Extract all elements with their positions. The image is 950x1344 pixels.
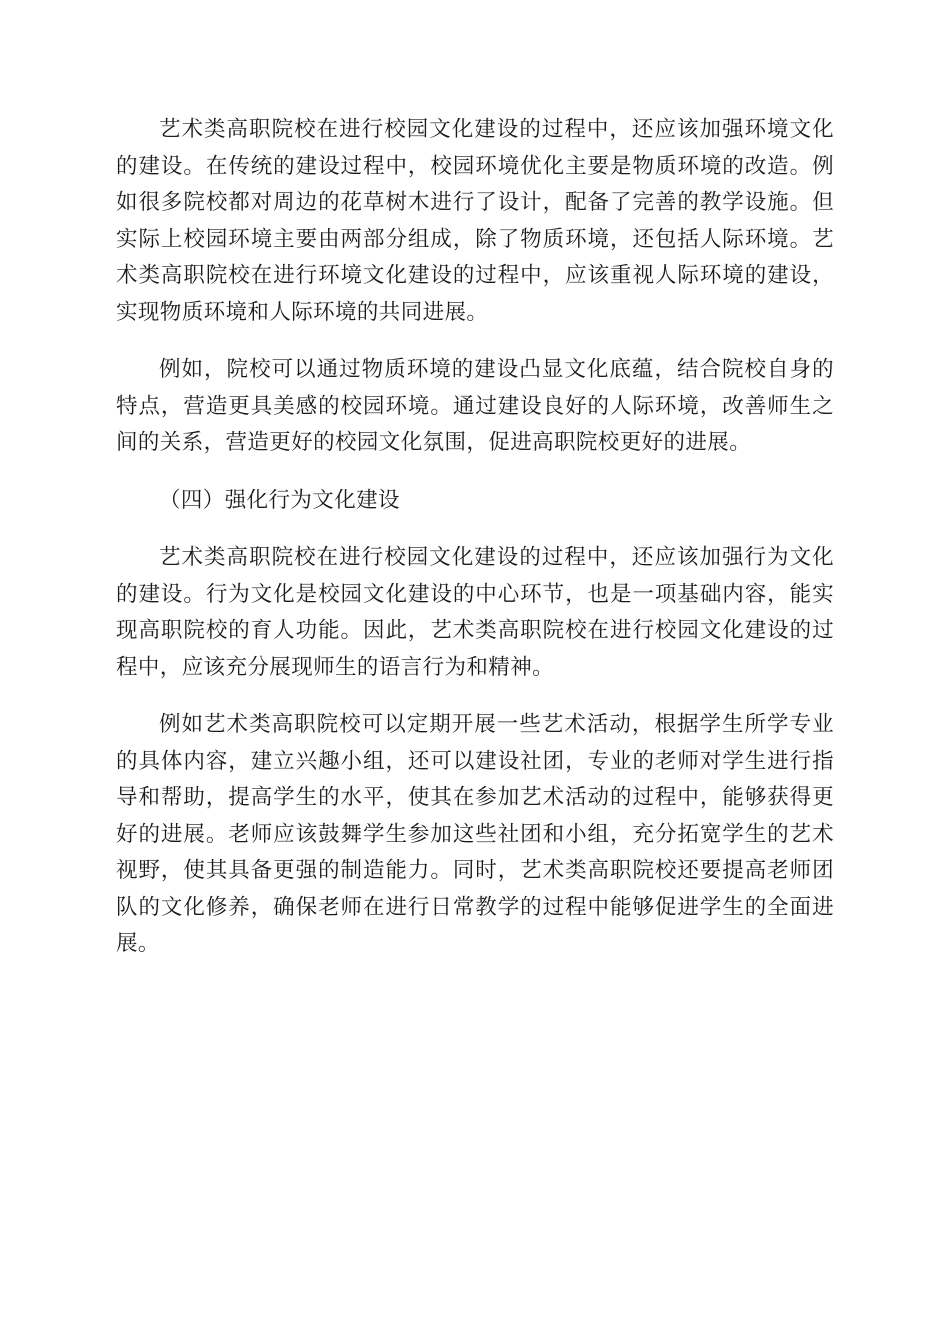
paragraph-behavior-example: 例如艺术类高职院校可以定期开展一些艺术活动，根据学生所学专业的具体内容，建立兴趣小组，还可以建设社团，专业的老师对学生进行指导和帮助，提高学生的水平，使其在参加艺术活动的过程中，能够获得更好的进展。老师应该鼓舞学生参加这些社团和小组，充分拓宽学生的艺术视野，使其具备更强的制造能力。同时，艺术类高职院校还要提高老师团队的文化修养，确保老师在进行日常教学的过程中能够促进学生的全面进展。	[116, 712, 834, 956]
document-body	[116, 112, 834, 984]
paragraph-environment-example: 例如，院校可以通过物质环境的建设凸显文化底蕴，结合院校自身的特点，营造更具美感的校园环境。通过建设良好的人际环境，改善师生之间的关系，营造更好的校园文化氛围，促进高职院校更好的进展。	[116, 357, 834, 455]
section-heading-behavior-culture: （四）强化行为文化建设	[159, 487, 400, 513]
paragraph-behavior-culture: 艺术类高职院校在进行校园文化建设的过程中，还应该加强行为文化的建设。行为文化是校园文化建设的中心环节，也是一项基础内容，能实现高职院校的育人功能。因此，艺术类高职院校在进行校园文化建设的过程中，应该充分展现师生的语言行为和精神。	[116, 545, 834, 680]
paragraph-environment-culture: 艺术类高职院校在进行校园文化建设的过程中，还应该加强环境文化的建设。在传统的建设过程中，校园环境优化主要是物质环境的改造。例如很多院校都对周边的花草树木进行了设计，配备了完善的教学设施。但实际上校园环境主要由两部分组成，除了物质环境，还包括人际环境。艺术类高职院校在进行环境文化建设的过程中，应该重视人际环境的建设，实现物质环境和人际环境的共同进展。	[116, 117, 834, 325]
